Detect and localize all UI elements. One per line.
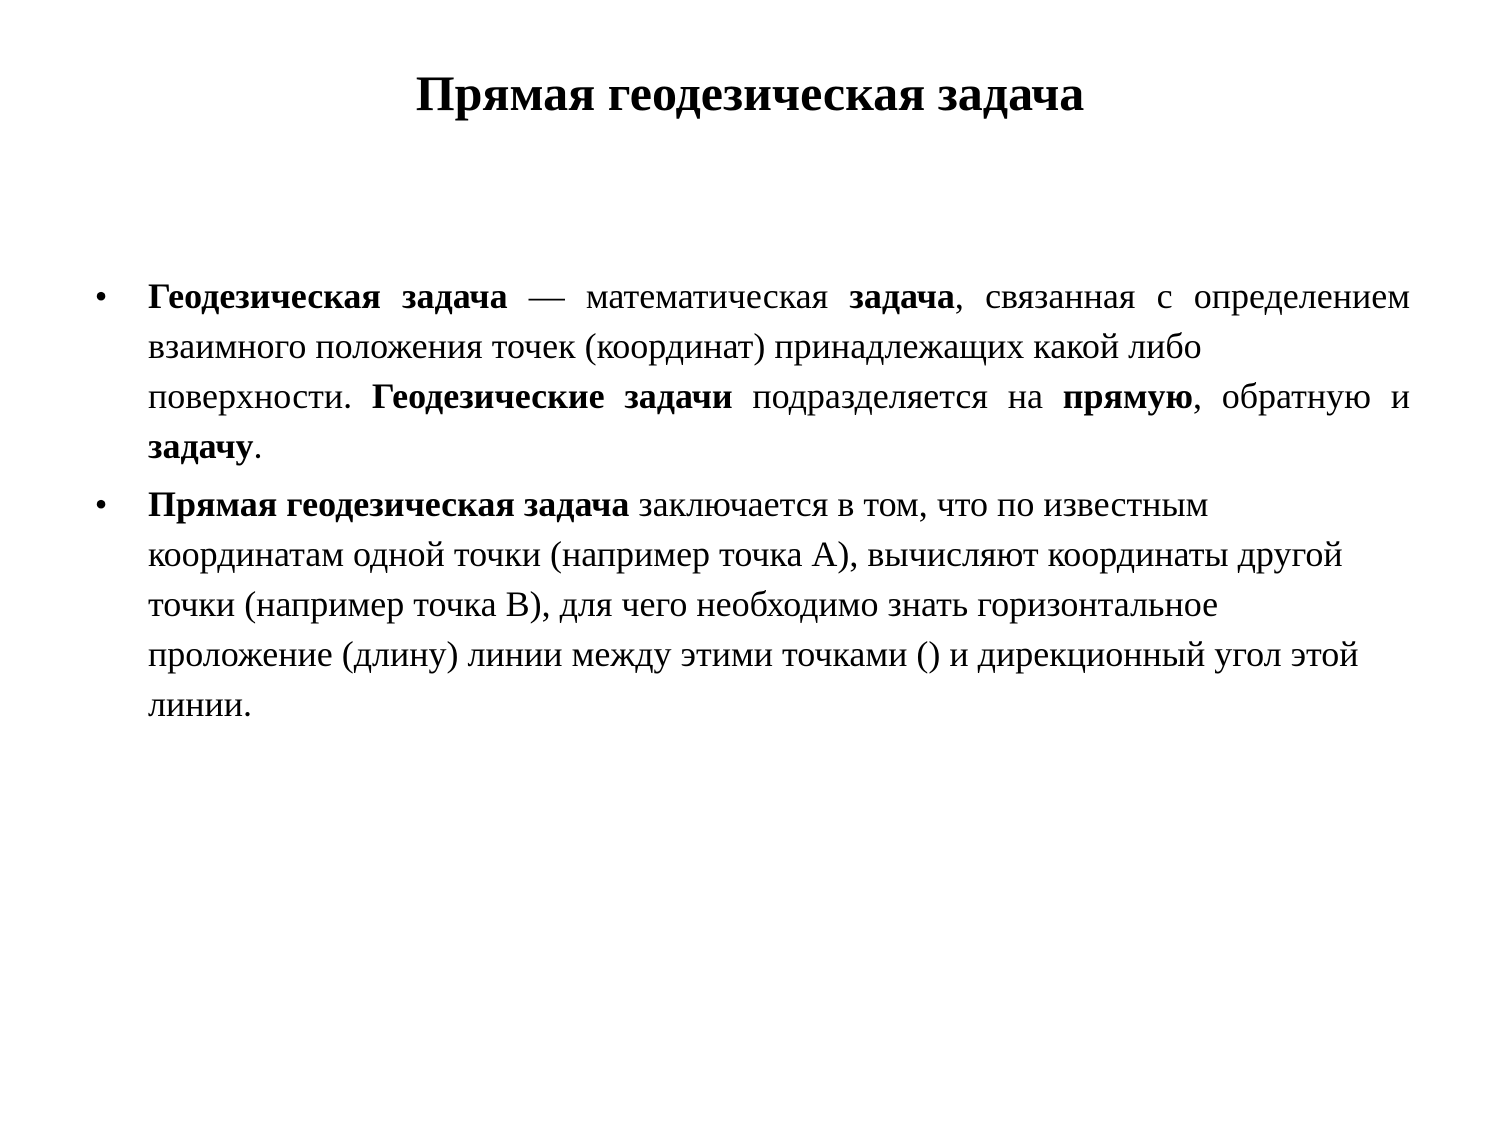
text-segment: подразделяется на: [732, 376, 1063, 416]
term-geodetic-tasks: Геодезические задачи: [371, 376, 733, 416]
term-geodetic-task: Геодезическая задача: [148, 276, 508, 316]
bullet-icon: •: [94, 484, 108, 524]
bullet-list: [86, 271, 1410, 729]
text-segment: , связанная с определением взаимного положения точек (координат) принадлежащих какой либо: [148, 276, 1410, 366]
text-segment: поверхности.: [148, 376, 372, 416]
bullet-item-direct-task: [86, 479, 1410, 729]
term-task: задача: [849, 276, 955, 316]
term-task-final: задачу: [148, 426, 254, 466]
text-segment: — математическая: [507, 276, 850, 316]
text-segment: .: [253, 426, 263, 466]
slide-title: Прямая геодезическая задача: [415, 65, 1085, 121]
text-segment: , обратную и: [1193, 376, 1411, 416]
term-direct: прямую: [1062, 376, 1193, 416]
text-segment: заключается в том, что по известным координатам одной точки (например точка A), вычисляют координаты другой точки (например точка B), для чего необходимо знать горизонтальное проложение (длину) линии между этими точками () и дирекционный угол этой линии.: [148, 484, 1359, 724]
bullet-item-definition: [86, 271, 1410, 471]
term-direct-geodetic-task: Прямая геодезическая задача: [148, 484, 630, 524]
bullet-icon: •: [94, 276, 108, 316]
